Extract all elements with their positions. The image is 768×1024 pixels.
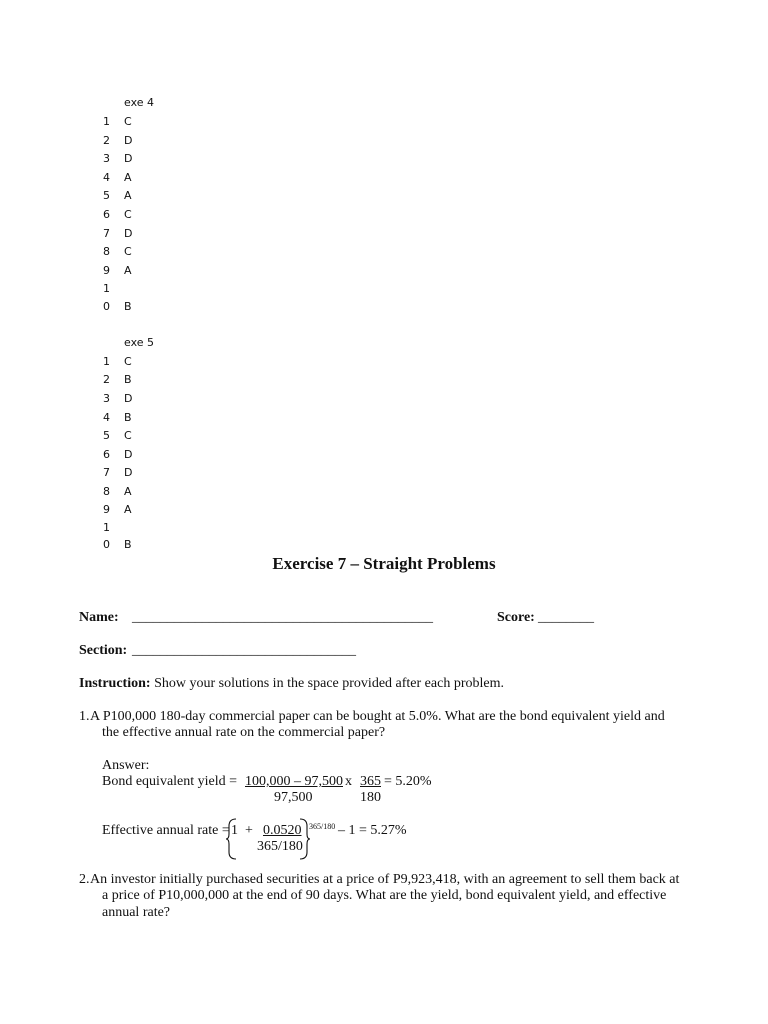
ear-result: – 1 = 5.27% <box>338 823 407 838</box>
exe5-row-number: 1 <box>103 521 110 534</box>
exe4-row-answer: D <box>124 152 133 165</box>
exe4-row-answer: A <box>124 189 132 202</box>
exe5-row-answer: A <box>124 485 132 498</box>
ear-plus: + <box>245 823 253 838</box>
exe4-row-number: 1 <box>103 115 110 128</box>
ear-numerator: 0.0520 <box>263 823 302 838</box>
exe4-row-answer: C <box>124 115 132 128</box>
bey-days: 365 <box>360 774 381 789</box>
exe5-row-answer: D <box>124 392 133 405</box>
name-field[interactable]: ___________________________________________ <box>132 610 433 625</box>
exe5-row-number: 6 <box>103 448 110 461</box>
instruction-label: Instruction: <box>79 676 151 691</box>
section-label: Section: <box>79 643 128 658</box>
bey-result: = 5.20% <box>384 774 432 789</box>
bey-days-denominator: 180 <box>360 790 381 805</box>
exe5-row-number: 1 <box>103 355 110 368</box>
exe4-row-answer: C <box>124 208 132 221</box>
exe4-row-answer: D <box>124 134 133 147</box>
q1-number: 1. <box>79 709 90 724</box>
exe4-row-number: 5 <box>103 189 110 202</box>
exe4-row-answer: D <box>124 227 133 240</box>
exe5-row-answer: D <box>124 448 133 461</box>
exe5-row-number: 5 <box>103 429 110 442</box>
exe4-row-answer: A <box>124 171 132 184</box>
exe5-row-answer: C <box>124 355 132 368</box>
exe4-row-number: 8 <box>103 245 110 258</box>
bey-numerator: 100,000 – 97,500 <box>245 774 343 789</box>
exe5-row-number: 3 <box>103 392 110 405</box>
exe4-row-number: 2 <box>103 134 110 147</box>
exe4-row-number: 0 <box>103 300 110 313</box>
ear-exponent: 365/180 <box>309 822 336 831</box>
exe5-row-answer: C <box>124 429 132 442</box>
exe4-row-number: 1 <box>103 282 110 295</box>
exe4-row-number: 4 <box>103 171 110 184</box>
bey-label: Bond equivalent yield = <box>102 774 238 789</box>
exe5-heading: exe 5 <box>124 336 155 349</box>
ear-denominator: 365/180 <box>257 839 303 854</box>
exe5-row-answer: A <box>124 503 132 516</box>
ear-label: Effective annual rate = <box>102 823 230 838</box>
bey-times: x <box>345 774 352 789</box>
exe5-row-number: 8 <box>103 485 110 498</box>
exe5-row-answer: B <box>124 411 132 424</box>
exe4-row-number: 6 <box>103 208 110 221</box>
exe5-row-answer: B <box>124 373 132 386</box>
section-field[interactable]: ________________________________ <box>132 643 356 658</box>
q2-text-line3: annual rate? <box>102 905 171 920</box>
exe4-row-answer: A <box>124 264 132 277</box>
q1-text-line1: A P100,000 180-day commercial paper can be bought at 5.0%. What are the bond equivalent yield and <box>90 709 665 724</box>
exe4-heading: exe 4 <box>124 96 155 109</box>
exe4-row-number: 3 <box>103 152 110 165</box>
q2-text-line2: a price of P10,000,000 at the end of 90 days. What are the yield, bond equivalent yield, and effective <box>102 888 667 903</box>
page-title: Exercise 7 – Straight Problems <box>272 554 496 573</box>
exe5-row-number: 9 <box>103 503 110 516</box>
exe4-row-answer: B <box>124 300 132 313</box>
exe5-row-number: 4 <box>103 411 110 424</box>
exe5-row-answer: B <box>124 538 132 551</box>
name-label: Name: <box>79 610 119 625</box>
exe4-row-answer: C <box>124 245 132 258</box>
exe4-row-number: 9 <box>103 264 110 277</box>
exe5-row-number: 0 <box>103 538 110 551</box>
q1-text-line2: the effective annual rate on the commercial paper? <box>102 725 386 740</box>
instruction <box>79 676 504 692</box>
bey-denominator: 97,500 <box>274 790 313 805</box>
exe5-row-number: 7 <box>103 466 110 479</box>
q2-text-line1: An investor initially purchased securities at a price of P9,923,418, with an agreement to sell them back at <box>90 872 680 887</box>
score-field[interactable]: ________ <box>538 610 594 625</box>
score-label: Score: <box>497 610 535 625</box>
exe4-row-number: 7 <box>103 227 110 240</box>
instruction-text: Show your solutions in the space provided after each problem. <box>154 676 504 691</box>
answer-label: Answer: <box>102 758 150 773</box>
q2-number: 2. <box>79 872 90 887</box>
exe5-row-answer: D <box>124 466 133 479</box>
exe5-row-number: 2 <box>103 373 110 386</box>
ear-one: 1 <box>231 823 238 838</box>
